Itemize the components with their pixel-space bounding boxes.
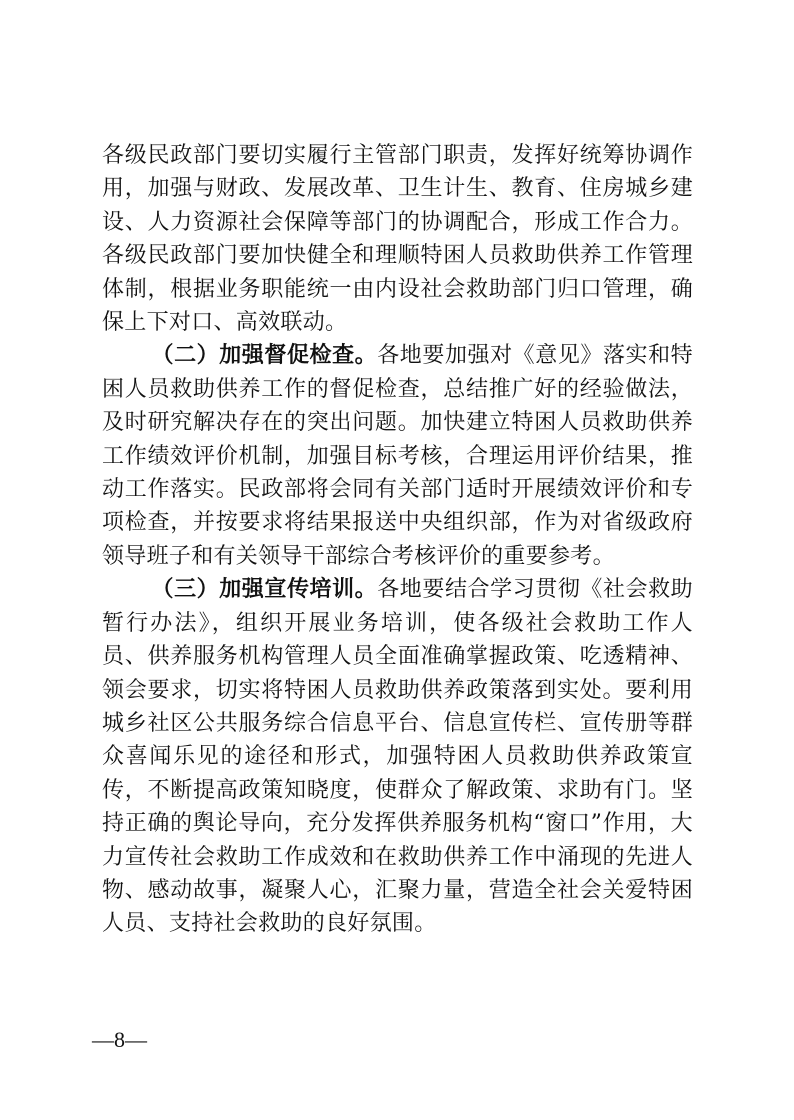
body-text — [102, 139, 693, 941]
paragraph-publicity — [102, 573, 693, 940]
paragraph-supervision — [102, 339, 693, 573]
section-heading-supervision: （二）加强督促检查。 — [151, 342, 378, 369]
paragraph-text: 各地要结合学习贯彻《社会救助暂行办法》，组织开展业务培训，使各级社会救助工作人员、供养服务机构管理人员全面准确掌握政策、吃透精神、领会要求，切实将特困人员救助供养政策落到实处。要利用城乡社区公共服务综合信息平台、信息宣传栏、宣传册等群众喜闻乐见的途径和形式，加强特困人员救助供养政策宣传，不断提高政策知晓度，使群众了解政策、求助有门。坚持正确的舆论导向，充分发挥供养服务机构“窗口”作用，大力宣传社会救助工作成效和在救助供养工作中涌现的先进人物、感动故事，凝聚人心，汇聚力量，营造全社会关爱特困人员、支持社会救助的良好氛围。 — [102, 577, 693, 937]
paragraph-text: 各级民政部门要切实履行主管部门职责，发挥好统筹协调作用，加强与财政、发展改革、卫生计生、教育、住房城乡建设、人力资源社会保障等部门的协调配合，形成工作合力。各级民政部门要加快健全和理顺特困人员救助供养工作管理体制，根据业务职能统一由内设社会救助部门归口管理，确保上下对口、高效联动。 — [102, 143, 693, 336]
paragraph-text: 各地要加强对《意见》落实和特困人员救助供养工作的督促检查，总结推广好的经验做法，及时研究解决存在的突出问题。加快建立特困人员救助供养工作绩效评价机制，加强目标考核，合理运用评价结果，推动工作落实。民政部将会同有关部门适时开展绩效评价和专项检查，并按要求将结果报送中央组织部，作为对省级政府领导班子和有关领导干部综合考核评价的重要参考。 — [102, 343, 693, 569]
page-number: —8— — [92, 1027, 147, 1052]
section-heading-publicity: （三）加强宣传培训。 — [151, 576, 378, 603]
paragraph-continuation — [102, 139, 693, 339]
